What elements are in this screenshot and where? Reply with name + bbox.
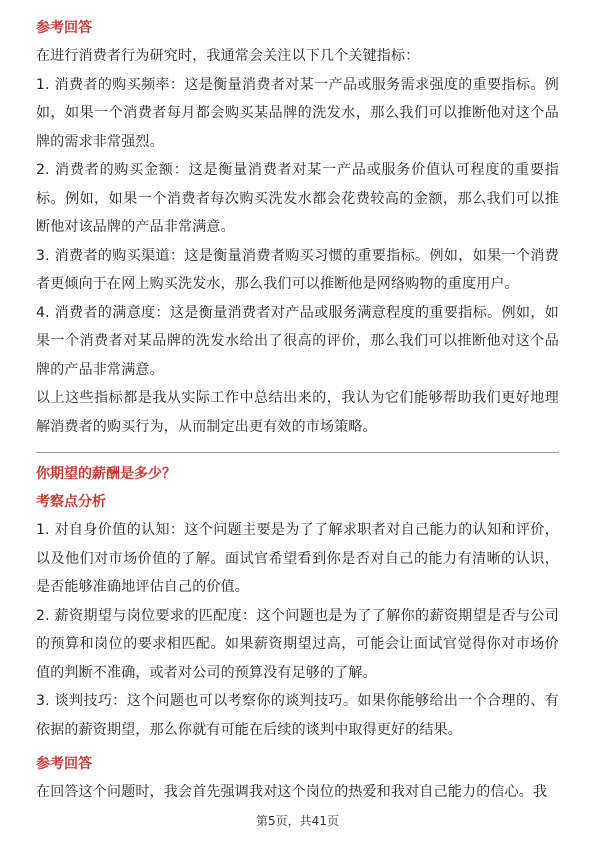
- section-divider: [36, 452, 559, 453]
- analysis-heading: 考察点分析: [36, 494, 106, 510]
- answer-point-3: 3. 消费者的购买渠道：这是衡量消费者购买习惯的重要指标。例如，如果一个消费者更倾向于在网上购买洗发水，那么我们可以推断他是网络购物的重度用户。: [36, 247, 559, 292]
- reference-answer-heading-2: 参考回答: [36, 756, 92, 772]
- question-heading: 你期望的薪酬是多少？: [36, 466, 176, 482]
- answer-point-2: 2. 消费者的购买金额：这是衡量消费者对某一产品或服务价值认可程度的重要指标。例如，如果一个消费者每次购买洗发水都会花费较高的金额，那么我们可以推断他对该品牌的产品非常满意。: [36, 162, 559, 235]
- answer-intro: 在进行消费者行为研究时，我通常会关注以下几个关键指标：: [36, 48, 420, 64]
- answer-point-1: 1. 消费者的购买频率：这是衡量消费者对某一产品或服务需求强度的重要指标。例如，如果一个消费者每月都会购买某品牌的洗发水，那么我们可以推断他对这个品牌的需求非常强烈。: [36, 76, 559, 150]
- answer-point-4: 4. 消费者的满意度：这是衡量消费者对产品或服务满意程度的重要指标。例如，如果一个消费者对某品牌的洗发水给出了很高的评价，那么我们可以推断他对这个品牌的产品非常满意。: [36, 304, 559, 378]
- page-number-footer: 第5页，共41页: [256, 814, 339, 828]
- reference-answer-heading: 参考回答: [36, 20, 92, 36]
- analysis-point-1: 1. 对自身价值的认知：这个问题主要是为了了解求职者对自己能力的认知和评价，以及他们对市场价值的了解。面试官希望看到你是否对自己的能力有清晰的认识，是否能够准确地评估自己的价值。: [36, 522, 559, 595]
- analysis-point-2: 2. 薪资期望与岗位要求的匹配度：这个问题也是为了了解你的薪资期望是否与公司的预算和岗位的要求相匹配。如果薪资期望过高，可能会让面试官觉得你对市场价值的判断不准确，或者对公司的预算没有足够的了解。: [36, 607, 559, 681]
- answer-conclusion: 以上这些指标都是我从实际工作中总结出来的，我认为它们能够帮助我们更好地理解消费者的购买行为，从而制定出更有效的市场策略。: [36, 390, 559, 435]
- document-page: [36, 14, 559, 807]
- answer-2-intro: 在回答这个问题时，我会首先强调我对这个岗位的热爱和我对自己能力的信心。我: [36, 784, 548, 800]
- analysis-point-3: 3. 谈判技巧：这个问题也可以考察你的谈判技巧。如果你能够给出一个合理的、有依据的薪资期望，那么你就有可能在后续的谈判中取得更好的结果。: [36, 693, 559, 738]
